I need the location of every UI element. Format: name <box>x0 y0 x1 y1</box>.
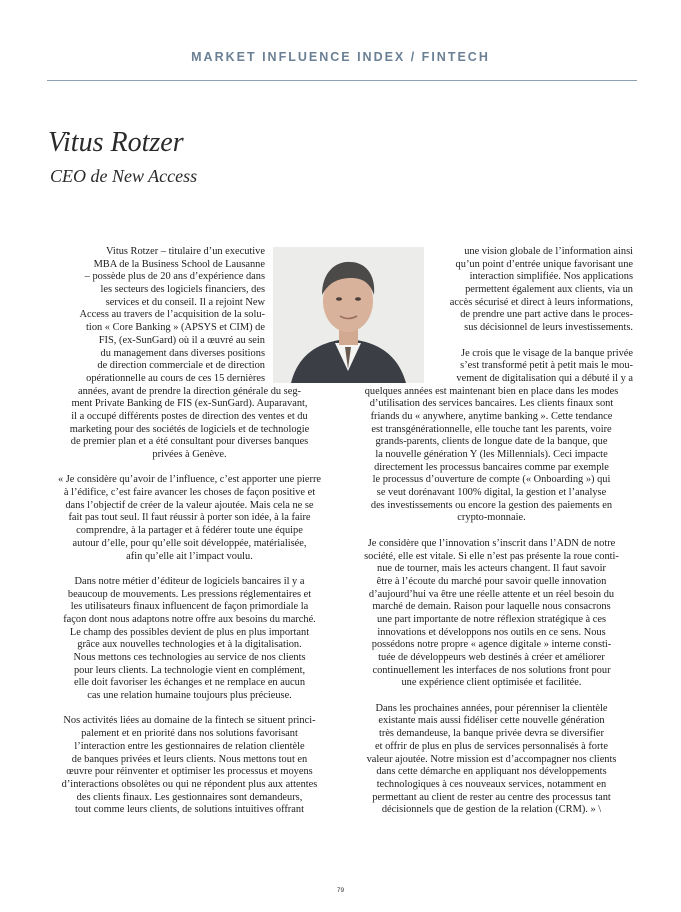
text-line: Access au travers de l’acquisition de la solu- <box>79 309 265 321</box>
paragraph-gap <box>350 690 633 703</box>
text-line: tuée de développeurs web destinés à créer et améliorer <box>378 652 605 663</box>
text-line: fait pas tout seul. Il faut réussir à porter son idée, à la faire <box>68 512 311 524</box>
text-line: des investissements ou encore la gestion des paiements en <box>370 499 613 511</box>
text-line: existante mais aussi fidéliser cette nouvelle génération <box>378 715 605 727</box>
text-line: société, elle est vitale. Si elle n’est pas présente la roue conti- <box>364 550 619 562</box>
text-line: continuellement les interfaces de nos solutions front pour <box>372 664 611 676</box>
text-line: friands du « anywhere, anytime banking ». Cette tendance <box>370 410 613 422</box>
text-line: crypto-monnaie. <box>457 512 526 524</box>
text-line: de direction commerciale et de direction <box>97 360 265 372</box>
text-line: technologiques à ces nouveaux services, notamment en <box>376 778 607 790</box>
text-line: de banques privées et leurs clients. Nous mettons tout en <box>71 753 308 765</box>
text-line: d’aujourd’hui va être une réelle attente et un réel besoin du <box>368 588 615 600</box>
text-line: accès sécurisé et direct à leurs informations, <box>449 296 633 308</box>
text-line: innovations et développons nos outils en ce sens. Nous <box>377 626 606 638</box>
text-line: Dans notre métier d’éditeur de logiciels bancaires il y a <box>74 575 305 587</box>
text-line: tout comme leurs clients, de solutions intuitives offrant <box>75 804 304 816</box>
text-line: d’utilisation des services bancaires. Les clients finaux sont <box>369 398 614 410</box>
right-column <box>350 246 633 817</box>
paragraph-gap <box>350 525 633 538</box>
text-line: les utilisateurs finaux influencent de façon primordiale la <box>70 601 309 613</box>
text-line: permettent également aux clients, via un <box>465 284 633 296</box>
text-line: privées à Genève. <box>152 449 227 460</box>
text-line: « Je considère qu’avoir de l’influence, c’est apporter une pierre <box>57 474 322 486</box>
text-line: marketing pour des sociétés de logiciels et de technologie <box>69 423 310 435</box>
left-column <box>48 246 331 817</box>
text-line: palement et en priorité dans nos solutions favorisant <box>81 728 298 740</box>
text-line: qu’un point d’entrée unique favorisant une <box>455 258 633 270</box>
text-line: valeur ajoutée. Notre mission est d’accompagner nos clients <box>366 753 617 765</box>
text-line: façon dont nous adaptons notre offre aux besoins du marché. <box>63 613 316 625</box>
text-line: dans l’objectif de créer de la valeur ajoutée. Mais cela ne se <box>65 499 314 511</box>
person-role: CEO de New Access <box>50 166 198 186</box>
running-header: MARKET INFLUENCE INDEX / FINTECH <box>191 50 490 64</box>
text-line: comprendre, à la partager et à fédérer toute une équipe <box>76 525 303 537</box>
paragraph-gap <box>48 563 331 576</box>
text-line: Le champ des possibles devient de plus en plus important <box>69 626 310 638</box>
text-line: la nouvelle génération Y (les Millennials). Ceci impacte <box>375 449 608 460</box>
text-line: se veut dorénavant 100% digital, la gestion et l’analyse <box>376 487 607 499</box>
text-line: nue de tourner, mais les acteurs changent. Il faut savoir <box>377 563 606 575</box>
header-rule <box>47 80 637 81</box>
text-line: interaction simplifiée. Nos applications <box>469 271 633 283</box>
text-line: l’interaction entre les gestionnaires de relation clientèle <box>74 740 305 752</box>
text-line: une expérience client optimisée et facilitée. <box>401 677 582 689</box>
text-line: très demandeuse, la banque privée devra se diversifier <box>378 728 605 740</box>
text-line: services et du conseil. Il a rejoint New <box>105 296 265 308</box>
text-line: cas une relation humaine toujours plus précieuse. <box>87 690 292 702</box>
text-line: être à l’écoute du marché pour savoir quelle innovation <box>376 575 607 587</box>
text-line: il a occupé différents postes de direction des ventes et du <box>71 410 308 422</box>
text-line: permettant au client de rester au centre des processus tant <box>372 791 611 803</box>
text-line: Je considère que l’innovation s’inscrit dans l’ADN de notre <box>367 537 616 549</box>
text-line: de premier plan et a été consultant pour diverses banques <box>70 436 309 448</box>
text-line: le processus d’ouverture de compte (« Onboarding ») qui <box>372 474 611 486</box>
text-line: beaucoup de mouvements. Les pressions réglementaires et <box>67 588 312 600</box>
text-line: autour d’elle, pour qu’elle soit développée, matérialisée, <box>72 537 307 549</box>
text-line: ment Private Banking de FIS (ex-SunGard). Auparavant, <box>71 398 308 410</box>
text-line: tion « Core Banking » (APSYS et CIM) de <box>86 322 265 334</box>
paragraph-gap <box>48 703 331 716</box>
text-line: décisionnels que de gestion de la relation (CRM). » \ <box>381 804 602 816</box>
text-line: œuvre pour réinventer et optimiser les processus et moyens <box>66 766 313 778</box>
page-number: 79 <box>336 887 345 894</box>
text-line: directement les processus bancaires comme par exemple <box>374 461 609 473</box>
text-line: s’est transformé petit à petit mais le mou- <box>460 360 633 372</box>
text-line: Dans les prochaines années, pour pérenniser la clientèle <box>375 702 608 714</box>
text-line: quelques années est maintenant bien en place dans les modes <box>364 385 619 397</box>
text-line: elle doit favoriser les échanges et ne remplace en aucun <box>73 677 306 689</box>
text-line: afin qu’elle ait l’impact voulu. <box>126 550 253 562</box>
text-line: et offrir de plus en plus de services personnalisés à forte <box>375 740 608 752</box>
text-line: à l’édifice, c’est faire avancer les choses de façon positive et <box>63 487 316 499</box>
text-line: possédons notre propre « agence digitale » interne consti- <box>371 639 612 651</box>
text-line: d’interactions obsolètes ou qui ne répondent plus aux attentes <box>61 778 318 790</box>
text-line: dans cette démarche en appliquant nos développements <box>376 766 607 778</box>
text-line: des clients finaux. Les gestionnaires sont demandeurs, <box>76 791 303 803</box>
text-line: grands-parents, clients de longue date de la banque, que <box>375 436 608 448</box>
person-name: Vitus Rotzer <box>48 127 184 158</box>
text-line: les secteurs des logiciels financiers, des <box>100 284 265 296</box>
text-line: FIS, (ex-SunGard) où il a œuvré au sein <box>98 334 265 346</box>
text-line: grâce aux nouvelles technologies et à la digitalisation. <box>77 639 302 651</box>
text-line: pour leurs clients. La technologie vient en complément, <box>73 664 306 676</box>
text-line: Je crois que le visage de la banque privée <box>461 347 633 359</box>
paragraph-gap <box>424 335 633 348</box>
text-line: opérationnelle au cours de ces 15 dernières <box>86 372 265 384</box>
text-line: de prendre une part active dans le proces- <box>460 309 633 321</box>
text-line: Vitus Rotzer – titulaire d’un executive <box>106 246 265 257</box>
text-line: une vision globale de l’information ainsi <box>464 246 633 257</box>
text-line: une part importante de notre réflexion stratégique à ces <box>376 613 607 625</box>
text-line: est transgénérationnelle, elle touche tant les parents, voire <box>371 423 612 435</box>
text-line: Nous mettons ces technologies au service de nos clients <box>73 652 306 663</box>
text-line: – possède plus de 20 ans d’expérience dans <box>84 271 265 283</box>
text-line: marché de demain. Raison pour laquelle nous consacrons <box>372 601 611 613</box>
text-line: vement de digitalisation qui a débuté il y a <box>456 372 633 384</box>
text-line: MBA de la Business School de Lausanne <box>93 258 265 270</box>
paragraph-gap <box>48 462 331 475</box>
text-line: Nos activités liées au domaine de la fintech se situent princi- <box>63 715 316 727</box>
text-line: sus décisionnel de leurs investissements. <box>464 322 633 334</box>
text-line: du management dans diverses positions <box>100 347 265 359</box>
text-line: années, avant de prendre la direction générale du seg- <box>77 385 301 397</box>
